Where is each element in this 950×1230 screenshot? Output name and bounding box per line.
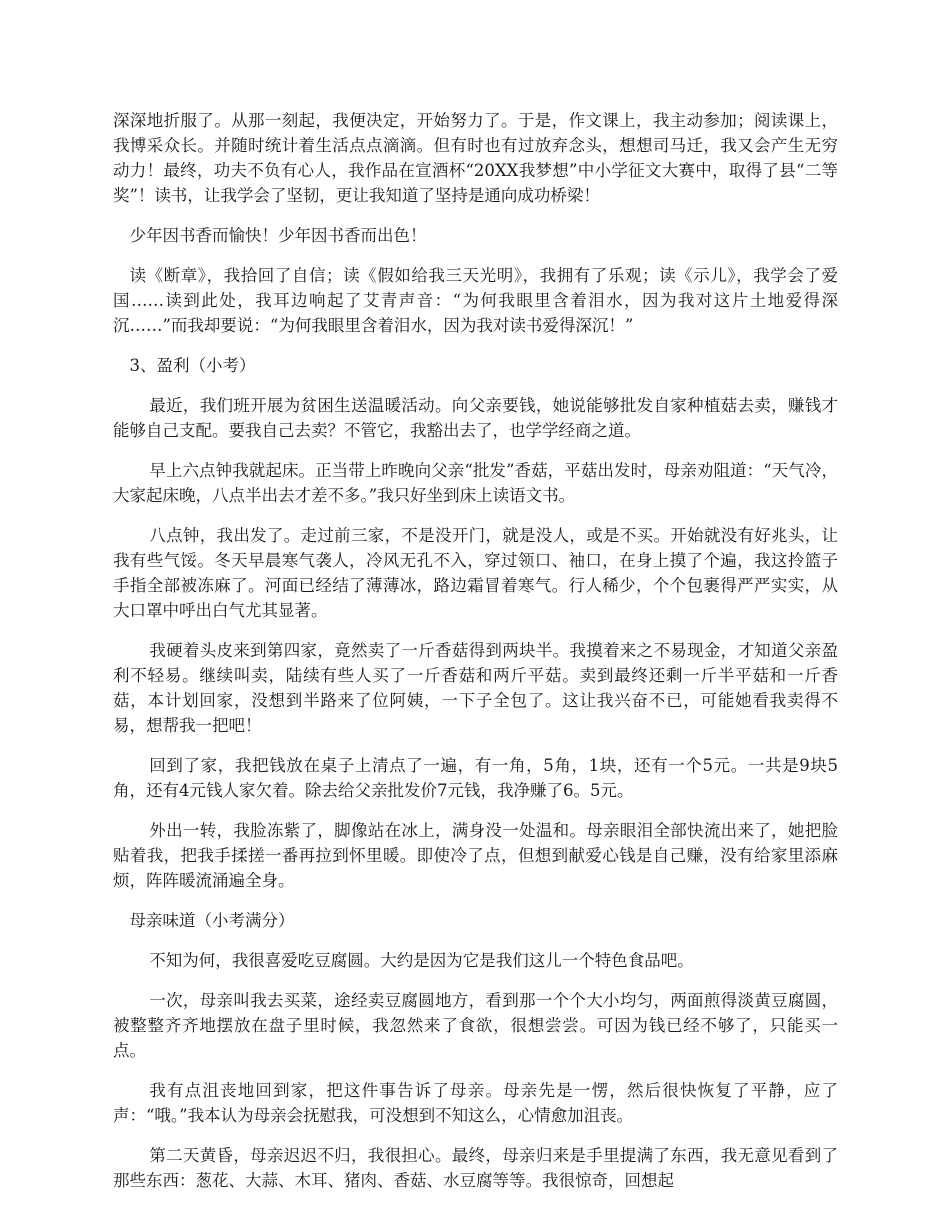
section-heading-profit: 3、盈利（小考）	[129, 356, 256, 375]
paragraph-3: 读《断章》，我拾回了自信；读《假如给我三天光明》，我拥有了乐观；读《示儿》，我学会了爱国……读到此处，我耳边响起了艾青声音：“为何我眼里含着泪水，因为我对这片土地爱得深沉……”而我却要说：“为何我眼里含着泪水，因为我对读书爱得深沉！”	[113, 266, 838, 335]
paragraph-8: 我硬着头皮来到第四家，竟然卖了一斤香菇得到两块半。我摸着来之不易现金，才知道父亲盈利不轻易。继续叫卖，陆续有些人买了一斤香菇和两斤平菇。卖到最终还剩一斤半平菇和一斤香菇，本计划回家，没想到半路来了位阿姨，一下子全包了。这让我兴奋不已，可能她看我卖得不易，想帮我一把吧！	[113, 641, 838, 735]
paragraph-5: 最近，我们班开展为贫困生送温暖活动。向父亲要钱，她说能够批发自家种植菇去卖，赚钱才能够自己支配。要我自己去卖？不管它，我豁出去了，也学学经商之道。	[113, 396, 838, 440]
paragraph-2: 少年因书香而愉快！少年因书香而出色！	[129, 226, 427, 245]
paragraph-7: 八点钟，我出发了。走过前三家，不是没开门，就是没人，或是不买。开始就没有好兆头，让我有些气馁。冬天早晨寒气袭人，冷风无孔不入，穿过领口、袖口，在身上摸了个遍，我这拎篮子手指全部被冻麻了。河面已经结了薄薄冰，路边霜冒着寒气。行人稀少，个个包裹得严严实实，从大口罩中呼出白气尤其显著。	[113, 526, 838, 620]
paragraph-12: 不知为何，我很喜爱吃豆腐圆。大约是因为它是我们这儿一个特色食品吧。	[149, 951, 694, 970]
paragraph-15: 第二天黄昏，母亲迟迟不归，我很担心。最终，母亲归来是手里提满了东西，我无意见看到了那些东西：葱花、大蒜、木耳、猪肉、香菇、水豆腐等等。我很惊奇，回想起	[113, 1146, 838, 1190]
document-page	[113, 108, 838, 1208]
paragraph-9: 回到了家，我把钱放在桌子上清点了一遍，有一角，5角，1块，还有一个5元。一共是9块5角，还有4元钱人家欠着。除去给父亲批发价7元钱，我净赚了6。5元。	[113, 756, 838, 800]
paragraph-14: 我有点沮丧地回到家，把这件事告诉了母亲。母亲先是一愣，然后很快恢复了平静，应了声：“哦。”我本认为母亲会抚慰我，可没想到不知这么，心情愈加沮丧。	[113, 1081, 838, 1125]
paragraph-10: 外出一转，我脸冻紫了，脚像站在冰上，满身没一处温和。母亲眼泪全部快流出来了，她把脸贴着我，把我手揉搓一番再拉到怀里暖。即使冷了点，但想到献爱心钱是自己赚，没有给家里添麻烦，阵阵暖流涌遍全身。	[113, 821, 838, 890]
paragraph-6: 早上六点钟我就起床。正当带上昨晚向父亲“批发”香菇，平菇出发时，母亲劝阻道：“天气冷，大家起床晚，八点半出去才差不多。”我只好坐到床上读语文书。	[113, 461, 838, 505]
paragraph-13: 一次，母亲叫我去买菜，途经卖豆腐圆地方，看到那一个个大小均匀，两面煎得淡黄豆腐圆，被整整齐齐地摆放在盘子里时候，我忽然来了食欲，很想尝尝。可因为钱已经不够了，只能买一点。	[113, 991, 838, 1060]
section-heading-mother-taste: 母亲味道（小考满分）	[129, 911, 295, 930]
paragraph-1: 深深地折服了。从那一刻起，我便决定，开始努力了。于是，作文课上，我主动参加；阅读课上，我博采众长。并随时统计着生活点点滴滴。但有时也有过放弃念头，想想司马迁，我又会产生无穷动力！最终，功夫不负有心人，我作品在宣酒杯“20XX我梦想”中小学征文大赛中，取得了县“二等奖”！读书，让我学会了坚韧，更让我知道了坚持是通向成功桥梁！	[113, 111, 838, 205]
